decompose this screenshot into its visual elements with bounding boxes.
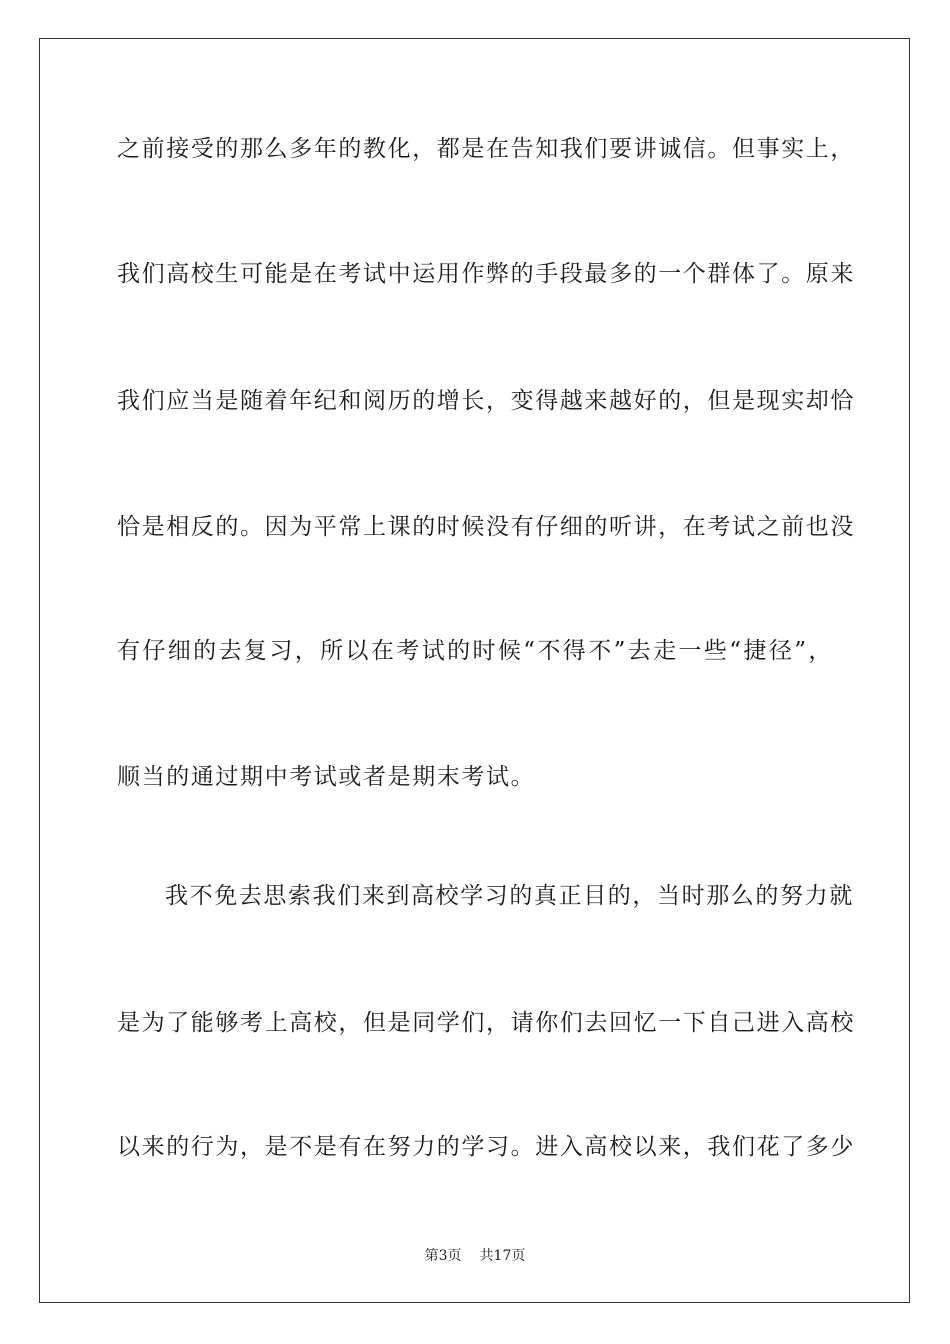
text-line: 有仔细的去复习，所以在考试的时候“不得不”去走一些“捷径”， bbox=[117, 638, 833, 664]
page-number: 第3页 bbox=[424, 1248, 462, 1264]
text-line: 顺当的通过期中考试或者是期末考试。 bbox=[117, 764, 536, 790]
page-border bbox=[39, 38, 910, 1303]
text-line: 我们应当是随着年纪和阅历的增长，变得越来越好的，但是现实却恰 bbox=[117, 388, 855, 414]
page-footer bbox=[0, 1246, 950, 1266]
text-line: 恰是相反的。因为平常上课的时候没有仔细的听讲，在考试之前也没 bbox=[117, 514, 855, 540]
page-total: 共17页 bbox=[479, 1248, 526, 1264]
text-line: 是为了能够考上高校，但是同学们，请你们去回忆一下自己进入高校 bbox=[117, 1010, 855, 1036]
text-line: 以来的行为，是不是有在努力的学习。进入高校以来，我们花了多少 bbox=[117, 1134, 855, 1160]
text-line: 我们高校生可能是在考试中运用作弊的手段最多的一个群体了。原来 bbox=[117, 261, 855, 287]
paragraph-first-line: 我不免去思索我们来到高校学习的真正目的，当时那么的努力就 bbox=[165, 883, 854, 909]
text-line: 之前接受的那么多年的教化，都是在告知我们要讲诚信。但事实上， bbox=[117, 136, 855, 162]
